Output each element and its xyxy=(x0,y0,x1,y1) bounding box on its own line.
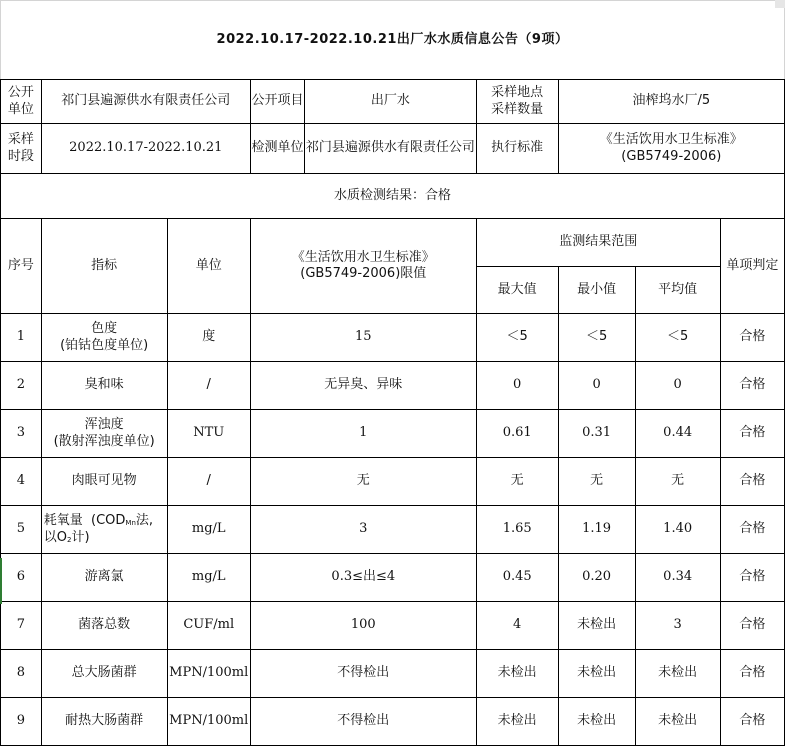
cell-avg: 1.40 xyxy=(635,506,720,554)
cell-indicator: 菌落总数 xyxy=(41,602,167,650)
cell-max: ＜5 xyxy=(476,314,558,362)
cell-limit: 不得检出 xyxy=(250,650,476,698)
tester-label: 检测单位 xyxy=(250,124,304,174)
site-value: 油榨坞水厂/5 xyxy=(558,80,784,124)
cell-max: 未检出 xyxy=(476,698,558,746)
cell-min: 0.31 xyxy=(558,410,635,458)
cell-unit: / xyxy=(167,362,250,410)
cell-no: 4 xyxy=(1,458,42,506)
cell-limit: 3 xyxy=(250,506,476,554)
cell-verdict: 合格 xyxy=(720,698,784,746)
cell-min: 1.19 xyxy=(558,506,635,554)
publisher-value: 祁门县遍源供水有限责任公司 xyxy=(41,80,250,124)
cell-no: 1 xyxy=(1,314,42,362)
cell-unit: mg/L xyxy=(167,506,250,554)
cell-unit: NTU xyxy=(167,410,250,458)
cell-unit: 度 xyxy=(167,314,250,362)
cell-limit: 不得检出 xyxy=(250,698,476,746)
cell-indicator: 臭和味 xyxy=(41,362,167,410)
table-row xyxy=(1,650,785,698)
cell-avg: ＜5 xyxy=(635,314,720,362)
cell-avg: 0.34 xyxy=(635,554,720,602)
cell-avg: 无 xyxy=(635,458,720,506)
cell-verdict: 合格 xyxy=(720,650,784,698)
header-indicator: 指标 xyxy=(41,219,167,314)
cell-unit: MPN/100ml xyxy=(167,698,250,746)
cell-no: 8 xyxy=(1,650,42,698)
period-label-text: 采样 时段 xyxy=(7,132,34,164)
cell-verdict: 合格 xyxy=(720,314,784,362)
standard-label: 执行标准 xyxy=(476,124,558,174)
cell-unit: mg/L xyxy=(167,554,250,602)
cell-min: 0 xyxy=(558,362,635,410)
cell-max: 0 xyxy=(476,362,558,410)
item-label: 公开项目 xyxy=(250,80,304,124)
sheet-corner xyxy=(775,0,785,8)
cell-avg: 未检出 xyxy=(635,650,720,698)
header-no: 序号 xyxy=(1,219,42,314)
cell-max: 0.61 xyxy=(476,410,558,458)
cod-text-c: 以O xyxy=(43,529,67,545)
cell-indicator-text: 浑浊度 (散射浑浊度单位) xyxy=(53,417,155,449)
site-label-text: 采样地点 采样数量 xyxy=(491,85,544,117)
cell-indicator: 游离氯 xyxy=(41,554,167,602)
cell-limit: 无 xyxy=(250,458,476,506)
cell-limit: 1 xyxy=(250,410,476,458)
table-row xyxy=(1,602,785,650)
publisher-label-text: 公开 单位 xyxy=(7,85,34,117)
table-row xyxy=(1,410,785,458)
cell-no: 5 xyxy=(1,506,42,554)
table-row xyxy=(1,554,785,602)
table-row xyxy=(1,314,785,362)
cell-indicator-text: 色度 (铂钴色度单位) xyxy=(60,321,149,353)
header-range: 监测结果范围 xyxy=(476,219,720,267)
cell-indicator xyxy=(41,410,167,458)
cell-max: 0.45 xyxy=(476,554,558,602)
header-avg: 平均值 xyxy=(635,267,720,314)
header-verdict: 单项判定 xyxy=(720,219,784,314)
cell-verdict: 合格 xyxy=(720,554,784,602)
cell-limit: 15 xyxy=(250,314,476,362)
cell-limit: 无异臭、异味 xyxy=(250,362,476,410)
cell-avg: 0 xyxy=(635,362,720,410)
cell-min: 0.20 xyxy=(558,554,635,602)
cell-min: 未检出 xyxy=(558,698,635,746)
cell-unit: CUF/ml xyxy=(167,602,250,650)
cell-min: 未检出 xyxy=(558,602,635,650)
selected-row-marker xyxy=(0,558,2,604)
cell-verdict: 合格 xyxy=(720,506,784,554)
cell-min: 无 xyxy=(558,458,635,506)
cell-indicator xyxy=(41,314,167,362)
cell-unit: MPN/100ml xyxy=(167,650,250,698)
header-limit xyxy=(250,219,476,314)
standard-value xyxy=(558,124,784,174)
cell-max: 1.65 xyxy=(476,506,558,554)
cod-text-b: 法, xyxy=(135,513,154,529)
cell-unit: / xyxy=(167,458,250,506)
cell-min: ＜5 xyxy=(558,314,635,362)
cell-verdict: 合格 xyxy=(720,602,784,650)
cell-max: 未检出 xyxy=(476,650,558,698)
cell-indicator: 耐热大肠菌群 xyxy=(41,698,167,746)
cell-no: 9 xyxy=(1,698,42,746)
cod-sub-mn: Mn xyxy=(125,519,136,528)
header-max: 最大值 xyxy=(476,267,558,314)
cell-no: 7 xyxy=(1,602,42,650)
cell-indicator: 总大肠菌群 xyxy=(41,650,167,698)
header-min: 最小值 xyxy=(558,267,635,314)
cell-min: 未检出 xyxy=(558,650,635,698)
site-label xyxy=(476,80,558,124)
cell-no: 3 xyxy=(1,410,42,458)
cell-verdict: 合格 xyxy=(720,410,784,458)
cell-no: 2 xyxy=(1,362,42,410)
cell-no: 6 xyxy=(1,554,42,602)
publisher-label xyxy=(1,80,42,124)
cell-verdict: 合格 xyxy=(720,362,784,410)
cod-text-d: 计) xyxy=(71,529,90,545)
cod-sub-2: 2 xyxy=(66,535,72,544)
cell-avg: 3 xyxy=(635,602,720,650)
tester-value: 祁门县遍源供水有限责任公司 xyxy=(305,124,477,174)
cell-verdict: 合格 xyxy=(720,458,784,506)
cell-limit: 100 xyxy=(250,602,476,650)
table-row xyxy=(1,698,785,746)
cell-max: 无 xyxy=(476,458,558,506)
period-label xyxy=(1,124,42,174)
cell-avg: 未检出 xyxy=(635,698,720,746)
table-row xyxy=(1,458,785,506)
notice-title: 2022.10.17-2022.10.21出厂水水质信息公告（9项） xyxy=(1,1,785,80)
cod-text-a: 耗氧量 (COD xyxy=(43,513,126,529)
result-summary: 水质检测结果：合格 xyxy=(1,174,785,219)
cell-avg: 0.44 xyxy=(635,410,720,458)
cell-max: 4 xyxy=(476,602,558,650)
header-limit-text: 《生活饮用水卫生标准》 (GB5749-2006)限值 xyxy=(291,249,435,281)
standard-value-text: 《生活饮用水卫生标准》 (GB5749-2006) xyxy=(599,132,743,164)
table-row xyxy=(1,362,785,410)
period-value: 2022.10.17-2022.10.21 xyxy=(41,124,250,174)
cell-limit: 0.3≤出≤4 xyxy=(250,554,476,602)
cell-indicator: 肉眼可见物 xyxy=(41,458,167,506)
item-value: 出厂水 xyxy=(305,80,477,124)
cell-indicator xyxy=(41,506,167,554)
table-row xyxy=(1,506,785,554)
header-unit: 单位 xyxy=(167,219,250,314)
